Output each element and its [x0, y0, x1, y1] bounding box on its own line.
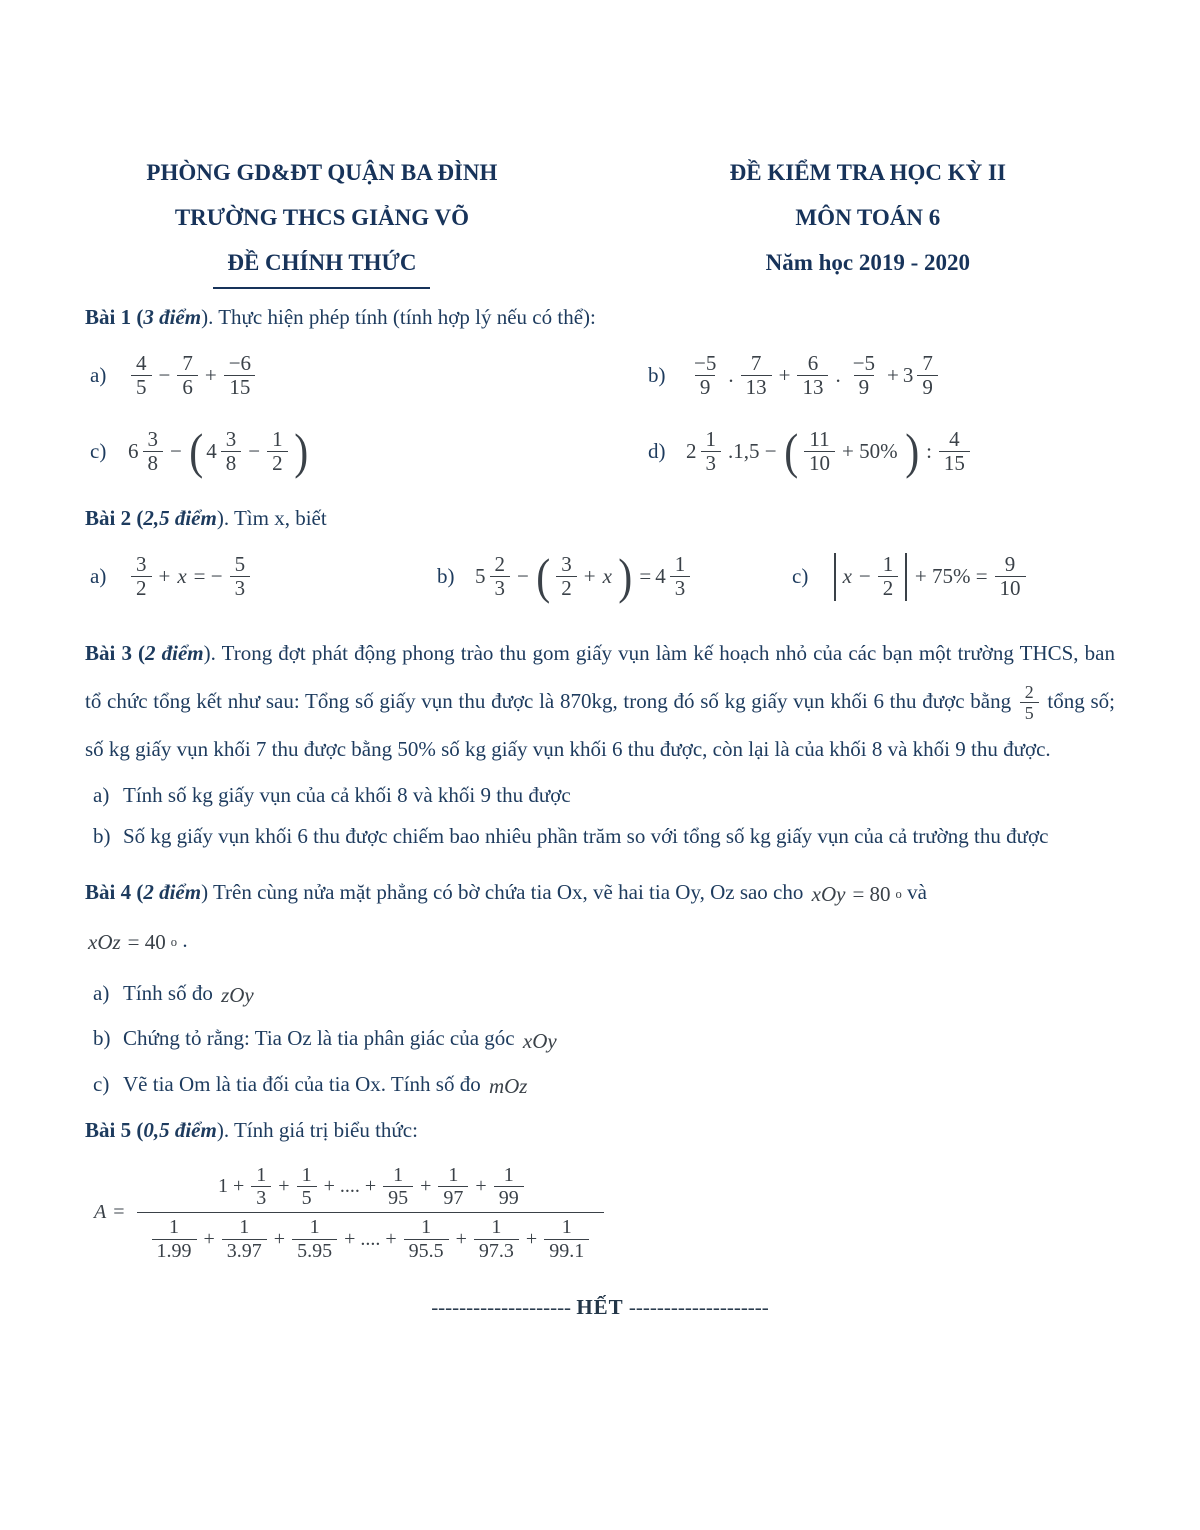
end-dashes-left: --------------------: [431, 1295, 572, 1320]
exam-title: ĐỀ KIỂM TRA HỌC KỲ II: [729, 160, 1006, 185]
department-name: PHÒNG GD&ĐT QUẬN BA ĐÌNH: [146, 160, 498, 185]
school-year: Năm học 2019 - 2020: [765, 250, 971, 275]
problem-5-instruction: ). Tính giá trị biểu thức:: [216, 1117, 418, 1142]
problem-4-text-1: Trên cùng nửa mặt phẳng có bờ chứa tia Ox, vẽ hai tia Oy, Oz sao cho: [212, 879, 809, 904]
problem-5-formula-block: [91, 1161, 1115, 1266]
problem-1-part-a: [85, 340, 643, 412]
problem-2-part-c: [787, 535, 1115, 619]
problem-1-number: Bài 1 (: [85, 304, 144, 329]
exam-subject: MÔN TOÁN 6: [795, 205, 941, 230]
angle-moz: mOz: [488, 1073, 528, 1098]
problem-3-text-2: tổng số; số kg giấy vụn khối 7 thu được bằng 50% số kg giấy vụn khối 6 thu được, còn lại là của khối 8 và khối 9 thu được.: [85, 688, 1115, 761]
problem-1-part-b: [643, 340, 1115, 412]
part-b-label: b): [648, 363, 666, 388]
expression-a-formula: A = 1 + $\frac{1}{3}$ + $\frac{1}{5}$ + .... + $\frac{1}{95}$ + $\frac{1}{97}$ + $\frac{1}{99}$ $\frac{1}{1.99}$ + $\frac{1}{3.97}$ + $\frac{1}{5.95}$ + .... + $\frac{1}{95.5}$ + $\frac{1}{97.3}$ + $\frac{1}{99.1}$: [91, 1161, 604, 1266]
problem-4-separator: ): [201, 879, 213, 904]
end-dashes-right: --------------------: [628, 1295, 769, 1320]
part-c-label: c): [90, 439, 107, 464]
problem-4-statement: [85, 869, 1115, 965]
part-b-text: Chứng tỏ rằng: Tia Oz là tia phân giác của góc xOy: [123, 1023, 1115, 1055]
part-c-equation: x − $\frac{1}{2}$ + 75% = $\frac{9}{10}$: [830, 553, 1029, 601]
problem-2-points: 2,5 điểm: [143, 505, 217, 530]
problem-1-part-d: [643, 416, 1115, 488]
part-a-label: a): [90, 363, 107, 388]
problem-1-instruction: ). Thực hiện phép tính (tính hợp lý nếu có thể):: [201, 304, 596, 329]
angle-xoz-value: xOz = 40 o: [88, 930, 178, 955]
angle-zoy: zOy: [221, 983, 254, 1008]
part-b-equation: 5 $\frac{2}{3}$ − ( $\frac{3}{2}$ + x ) = 4 $\frac{1}{3}$: [475, 553, 693, 601]
problem-3-number: Bài 3 (: [85, 640, 146, 665]
problem-4-parts: [85, 978, 1115, 1101]
part-c-label: c): [93, 1071, 110, 1096]
part-a-text: Tính số kg giấy vụn của cả khối 8 và khối 9 thu được: [123, 782, 571, 807]
part-c-label: c): [792, 564, 809, 589]
official-exam-label: ĐỀ CHÍNH THỨC: [213, 249, 430, 289]
problem-3-points: 2 điểm: [145, 640, 204, 665]
part-a-equation: $\frac{3}{2}$ + x = − $\frac{5}{3}$: [128, 553, 253, 601]
problem-4-text-2: và: [901, 879, 927, 904]
part-b-text: Số kg giấy vụn khối 6 thu được chiếm bao nhiêu phần trăm so với tổng số kg giấy vụn của cả trường thu được: [123, 823, 1049, 848]
issuing-school-block: [85, 150, 559, 289]
problem-2-expressions: [85, 535, 1115, 619]
end-label: HẾT: [576, 1295, 624, 1320]
part-b-label: b): [93, 823, 111, 848]
problem-3-part-a: [85, 775, 1115, 816]
part-b-label: b): [93, 1026, 111, 1051]
problem-1-points: 3 điểm: [143, 304, 202, 329]
end-of-exam-line: [85, 1295, 1115, 1320]
problem-5-number: Bài 5 (: [85, 1117, 144, 1142]
problem-2-part-a: [85, 535, 432, 619]
part-d-expression: 2 $\frac{1}{3}$ .1,5 − ( $\frac{11}{10}$ + 50% ) : $\frac{4}{15}$: [686, 428, 973, 476]
problem-4-part-c: [85, 1069, 1115, 1101]
problem-3-part-b: [85, 816, 1115, 857]
problem-4-part-b: [85, 1023, 1115, 1055]
problem-1-expressions: [85, 340, 1115, 488]
part-a-expression: $\frac{4}{5}$ − $\frac{7}{6}$ + $\frac{-6}{15}$: [128, 352, 259, 400]
problem-2-heading: [85, 502, 1115, 535]
problem-4-points: 2 điểm: [143, 879, 202, 904]
problem-4-part-a: [85, 978, 1115, 1010]
problem-3-statement: [85, 629, 1115, 773]
angle-xoy: xOy: [522, 1028, 557, 1053]
problem-5-heading: [85, 1114, 1115, 1147]
exam-title-block: [621, 150, 1115, 285]
problem-3-separator: ).: [203, 640, 222, 665]
page-header: [85, 150, 1115, 289]
problem-1-part-c: [85, 416, 643, 488]
problem-2-number: Bài 2 (: [85, 505, 144, 530]
part-c-text: Vẽ tia Om là tia đối của tia Ox. Tính số đo mOz: [123, 1069, 1115, 1101]
problem-4-text-3: .: [177, 927, 188, 952]
part-d-label: d): [648, 439, 666, 464]
school-name: TRƯỜNG THCS GIẢNG VÕ: [174, 205, 469, 230]
problem-4-number: Bài 4 (: [85, 879, 144, 904]
part-a-label: a): [93, 981, 110, 1006]
part-a-text: Tính số đo zOy: [123, 978, 1115, 1010]
part-b-label: b): [437, 564, 455, 589]
part-a-label: a): [90, 564, 107, 589]
two-fifths-fraction: $\frac{2}{5}$: [1017, 682, 1042, 723]
part-b-expression: $\frac{-5}{9}$ . $\frac{7}{13}$ + $\frac{6}{13}$ . $\frac{-5}{9}$ + 3 $\frac{7}{9}$: [686, 352, 941, 400]
problem-3-text-1: Trong đợt phát động phong trào thu gom giấy vụn làm kế hoạch nhỏ của các bạn một trường THCS, ban tổ chức tổng kết như sau: Tổng số giấy vụn thu được là 870kg, trong đó số kg giấy vụn khối 6 thu được bằng: [85, 640, 1115, 713]
problem-2-part-b: [432, 535, 787, 619]
problem-5-points: 0,5 điểm: [143, 1117, 217, 1142]
problem-2-instruction: ). Tìm x, biết: [216, 505, 327, 530]
part-a-label: a): [93, 782, 110, 807]
problem-3-parts: [85, 775, 1115, 857]
problem-1-heading: [85, 301, 1115, 334]
angle-xoy-value: xOy = 80 o: [811, 881, 902, 906]
part-c-expression: 6 $\frac{3}{8}$ − ( 4 $\frac{3}{8}$ − $\frac{1}{2}$ ): [128, 423, 308, 479]
